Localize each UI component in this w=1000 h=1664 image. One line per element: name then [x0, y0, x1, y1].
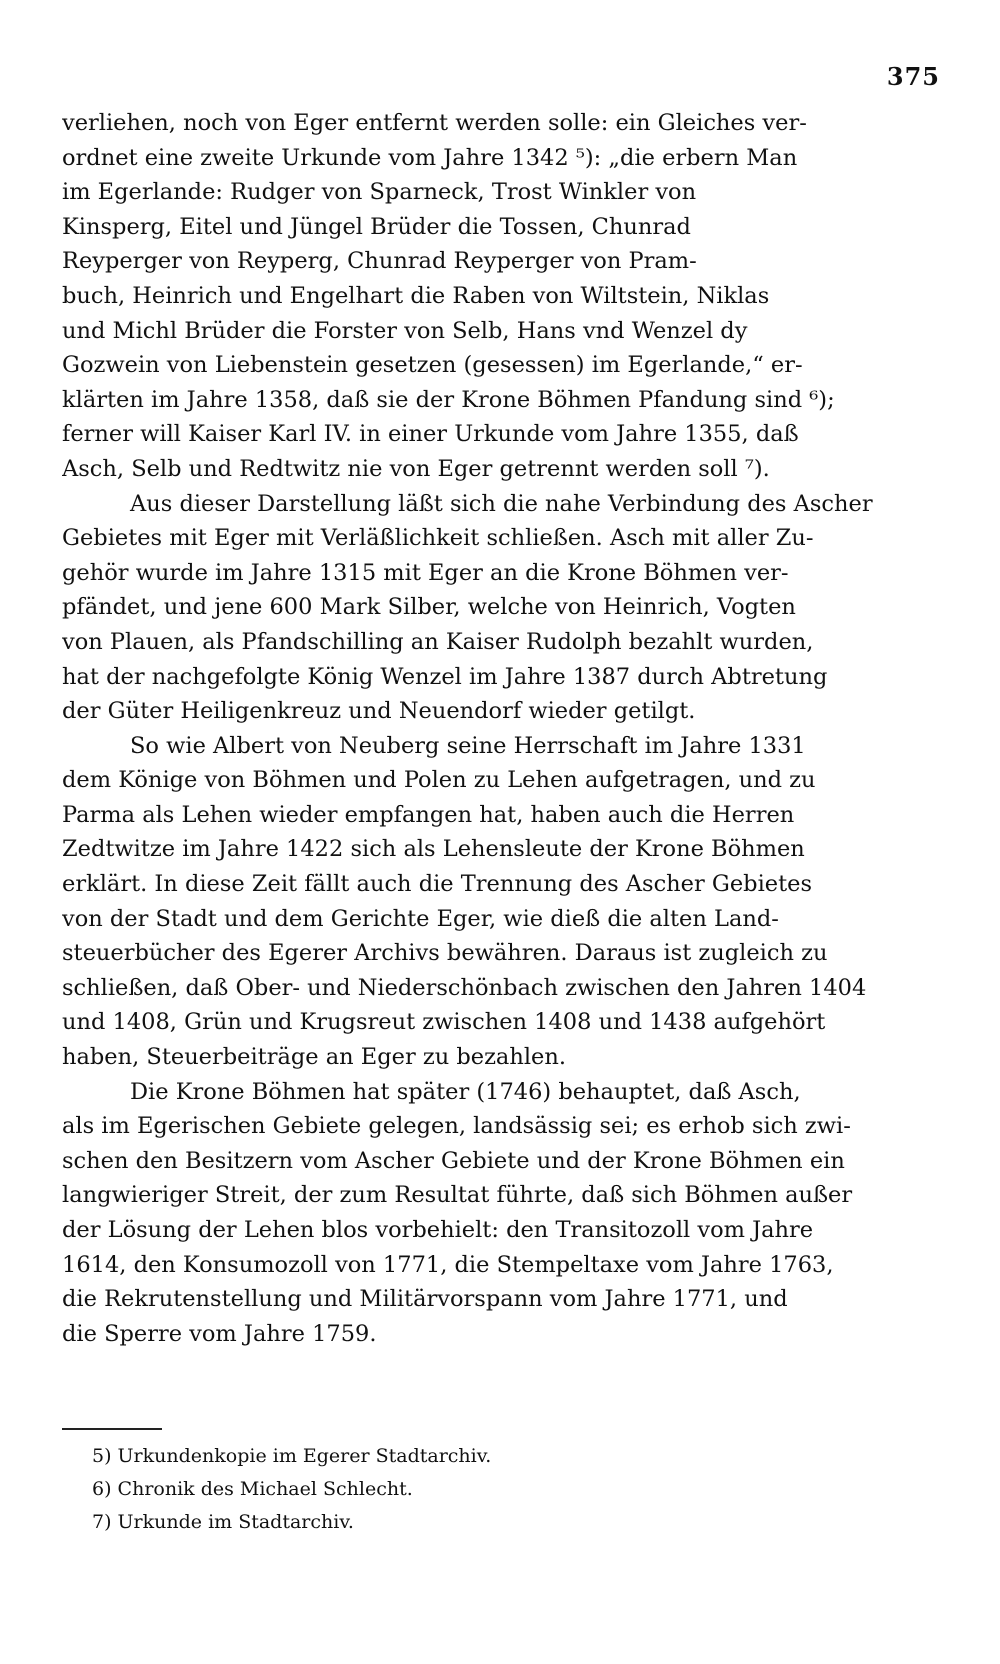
text-line: langwieriger Streit, der zum Resultat führte, daß sich Böhmen außer: [62, 1182, 853, 1209]
text-line: haben, Steuerbeiträge an Eger zu bezahlen.: [62, 1044, 566, 1071]
footnote-6: 6) Chronik des Michael Schlecht.: [92, 1478, 413, 1500]
text-line: Kinsperg, Eitel und Jüngel Brüder die Tossen, Chunrad: [62, 213, 691, 240]
text-line: im Egerlande: Rudger von Sparneck, Trost Winkler von: [62, 179, 697, 206]
text-line: dem Könige von Böhmen und Polen zu Lehen aufgetragen, und zu: [62, 767, 816, 794]
text-line: und Michl Brüder die Forster von Selb, Hans vnd Wenzel dy: [62, 317, 748, 344]
text-line: hat der nachgefolgte König Wenzel im Jahre 1387 durch Abtretung: [62, 663, 828, 690]
text-line: ferner will Kaiser Karl IV. in einer Urkunde vom Jahre 1355, daß: [62, 421, 799, 448]
page-number: 375: [886, 62, 940, 91]
text-line: als im Egerischen Gebiete gelegen, landsässig sei; es erhob sich zwi-: [62, 1113, 851, 1140]
footnotes: [92, 1440, 892, 1539]
text-line: verliehen, noch von Eger entfernt werden solle: ein Gleiches ver-: [62, 110, 807, 136]
text-line: von der Stadt und dem Gerichte Eger, wie dieß die alten Land-: [62, 905, 779, 932]
text-line: Asch, Selb und Redtwitz nie von Eger getrennt werden soll ⁷).: [62, 455, 770, 482]
text-line: pfändet, und jene 600 Mark Silber, welche von Heinrich, Vogten: [62, 594, 796, 621]
text-line: buch, Heinrich und Engelhart die Raben von Wiltstein, Niklas: [62, 282, 770, 309]
text-line: erklärt. In diese Zeit fällt auch die Trennung des Ascher Gebietes: [62, 871, 812, 898]
text-line: von Plauen, als Pfandschilling an Kaiser Rudolph bezahlt wurden,: [62, 628, 814, 655]
text-line: und 1408, Grün und Krugsreut zwischen 1408 und 1438 aufgehört: [62, 1009, 826, 1036]
text-line: steuerbücher des Egerer Archivs bewähren. Daraus ist zugleich zu: [62, 940, 828, 967]
text-line: 1614, den Konsumozoll von 1771, die Stempeltaxe vom Jahre 1763,: [62, 1251, 834, 1278]
text-line: der Güter Heiligenkreuz und Neuendorf wieder getilgt.: [62, 698, 696, 725]
footnote-5: 5) Urkundenkopie im Egerer Stadtarchiv.: [92, 1445, 492, 1467]
body-text: [62, 106, 942, 1351]
text-line: ordnet eine zweite Urkunde vom Jahre 1342 ⁵): „die erbern Man: [62, 144, 798, 171]
text-line: gehör wurde im Jahre 1315 mit Eger an die Krone Böhmen ver-: [62, 559, 789, 586]
text-line: schließen, daß Ober- und Niederschönbach zwischen den Jahren 1404: [62, 974, 867, 1001]
footnote-7: 7) Urkunde im Stadtarchiv.: [92, 1511, 354, 1533]
paragraph-start-line: So wie Albert von Neuberg seine Herrschaft im Jahre 1331: [130, 732, 806, 759]
text-line: Reyperger von Reyperg, Chunrad Reyperger von Pram-: [62, 248, 697, 275]
text-line: Zedtwitze im Jahre 1422 sich als Lehensleute der Krone Böhmen: [62, 836, 805, 863]
paragraph-start-line: Aus dieser Darstellung läßt sich die nahe Verbindung des Ascher: [130, 490, 873, 517]
text-line: Gebietes mit Eger mit Verläßlichkeit schließen. Asch mit aller Zu-: [62, 525, 814, 552]
text-line: Parma als Lehen wieder empfangen hat, haben auch die Herren: [62, 801, 795, 828]
text-line: schen den Besitzern vom Ascher Gebiete und der Krone Böhmen ein: [62, 1147, 845, 1174]
paragraph-start-line: Die Krone Böhmen hat später (1746) behauptet, daß Asch,: [130, 1078, 801, 1105]
text-line: Gozwein von Liebenstein gesetzen (gesessen) im Egerlande,“ er-: [62, 352, 803, 379]
text-line: klärten im Jahre 1358, daß sie der Krone Böhmen Pfandung sind ⁶);: [62, 386, 835, 413]
text-line: der Lösung der Lehen blos vorbehielt: den Transitozoll vom Jahre: [62, 1217, 814, 1243]
text-line: die Sperre vom Jahre 1759.: [62, 1320, 377, 1347]
footnote-divider: [62, 1428, 162, 1430]
text-line: die Rekrutenstellung und Militärvorspann vom Jahre 1771, und: [62, 1286, 788, 1313]
